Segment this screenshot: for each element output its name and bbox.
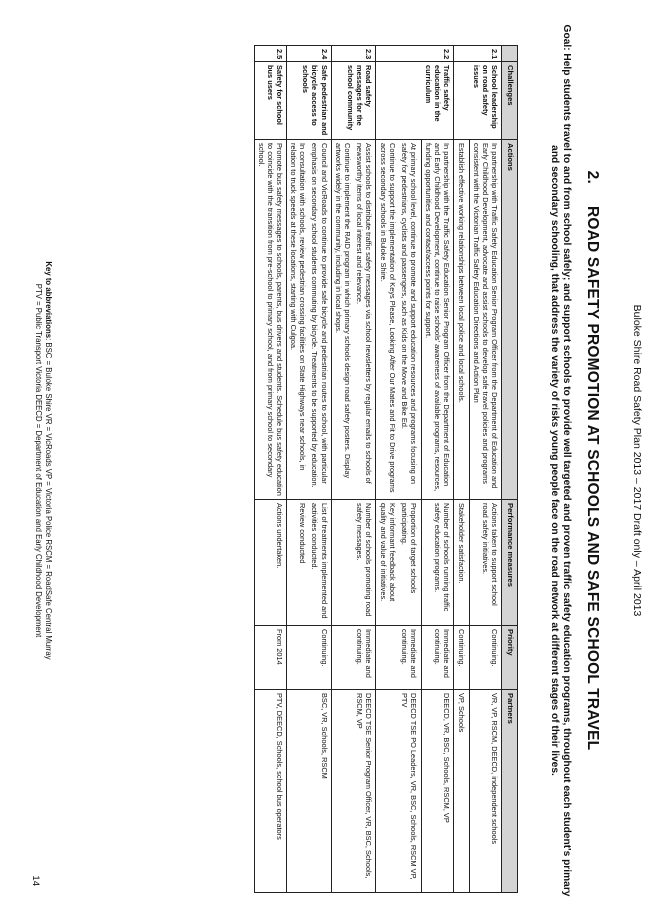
performance-measures-cell [375,500,421,626]
page-number: 14 [30,875,41,886]
table-row [375,46,421,893]
goal-statement: Goal: Help students travel to and from school safely; and support schools to provide well targeted and proven traffic safety education programs, throughout each student's primary and secondary schooling, that address the variety of risks young people face on the road network at different stages of their lives. [548,24,572,897]
action-text: Establish effective working relationships between local police and local schools. [456,143,466,403]
table-row [287,46,331,893]
table-row [421,46,453,893]
key-label: Key to abbreviations [44,261,53,339]
partners-cell: VR, VP, RSCM, DEECD, independent schools [469,690,501,893]
challenge-cell: Road safety messages for the school community [331,62,375,140]
row-number: 2.1 [453,46,501,62]
key-line-1: : BSC = Buloke Shire VR = VicRoads VP = Victoria Police RSCM = RoadSafe Central Murray [44,338,53,660]
row-number: 2.4 [287,46,331,62]
priority-cell: Immediate and continuing. [331,626,375,690]
action-text: At primary school level, continue to promote and support education resources and programs focusing on safety for pedestrians, cyclists and passengers, such as Kids on the Move and Bike Ed. [399,143,418,484]
abbreviations-key [33,60,53,861]
measure-text: List of treatments implemented and activities conducted. [310,503,329,619]
performance-measures-cell [331,500,375,626]
performance-measures-cell [287,500,331,626]
table-row [255,46,287,893]
actions-cell [453,140,469,500]
action-text: In partnership with the Traffic Safety Education Senior Program Officer from the Department of Education and Early Childhood Development, continue to raise schools' awareness of available programs, resources, funding opportunities and contact/access points for support. [423,143,451,492]
header-number [502,46,518,62]
measure-text: Number of schools promoting road safety messages. [354,503,373,617]
partners-cell: DEECD, VR, BSC, Schools, RSCM, VP [421,690,453,893]
section-title [583,60,601,861]
challenge-cell: School leadership on road safety issues [453,62,501,140]
action-text: In partnership with Traffic Safety Education Senior Program Officer from the Department of Education and Early Childhood Development, advocate and assist schools to develop safe travel policies and programs consistent with the Victorian Traffic Safety Education Directions and Action Plan [471,143,499,489]
key-line-2: PTV = Public Transport Victoria DEECD = Department of Education and Early Childhood Development [33,283,43,638]
table-row [331,46,375,893]
table-header-row [502,46,518,893]
performance-measures-cell [469,500,501,626]
header-partners: Partners [502,690,518,893]
performance-measures-cell [421,500,453,626]
header-performance-measures: Performance measures [502,500,518,626]
challenge-cell: Safety for school bus users [255,62,287,140]
partners-cell: DEECD TSE Senior Program Officer, VR, BSC, Schools, RSCM, VP [331,690,375,893]
challenge-cell: Safe pedestrian and bicycle access to schools [287,62,331,140]
header-priority: Priority [502,626,518,690]
measure-text: Actions undertaken. [275,503,285,569]
measure-text: Stakeholder satisfaction. [456,503,466,584]
actions-cell [331,140,375,500]
priority-cell: Immediate and continuing. [421,626,453,690]
row-number: 2.5 [255,46,287,62]
section-title-text: ROAD SAFETY PROMOTION AT SCHOOLS AND SAFE SCHOOL TRAVEL [584,205,601,751]
measure-text: Actions taken to support school road safety initiatives. [480,503,499,606]
document-header: Buloke Shire Road Safety Plan 2013 – 2017 Draft only – April 2013 [631,304,643,617]
table-body [255,46,502,893]
priority-cell: Continuing. [287,626,331,690]
measure-text: Number of schools running traffic safety education programs. [432,503,451,612]
challenge-cell: Traffic safety education in the curriculum [375,62,453,140]
action-text: Continue to implement the RAID program in which primary schools design road safety posters. Display artworks widely in the community, including in local shops. [333,143,352,479]
action-text: Promote bus safety messages to schools, parents, bus drivers and students. Schedule bus safety education to coincide with the transition from pre-school to primary school, and from primary school to secondary school. [257,143,285,496]
actions-cell [255,140,287,500]
actions-cell [375,140,421,500]
row-number: 2.3 [331,46,375,62]
performance-measures-cell [255,500,287,626]
row-number: 2.2 [375,46,453,62]
header-challenges: Challenges [502,62,518,140]
action-table [254,45,518,893]
action-text: In consultation with schools, review pedestrian crossing facilities on State Highways near schools, in relation to truck speeds at these locations, starting with Culgoa. [289,143,308,471]
priority-cell: Immediate and continuing. [375,626,421,690]
section-number: 2. [584,170,601,184]
actions-cell [421,140,453,500]
measure-text: Proportion of target schools participating. [399,503,418,594]
priority-cell: Continuing. [453,626,469,690]
priority-cell: From 2014 [255,626,287,690]
performance-measures-cell [453,500,469,626]
actions-cell [469,140,501,500]
table-row [469,46,501,893]
measure-text: Key informant feedback about quality and value of initiatives. [378,503,397,602]
measure-text: Review conducted [298,503,308,564]
partners-cell: VP, Schools [453,690,469,893]
action-text: Continue to support the implementation of Keys Please, Looking After Our Mates and Fit to Drive programs across secondary schools in Buloke Shire. [378,143,397,493]
table-row [453,46,469,893]
partners-cell: PTV, DEECD, Schools, school bus operators [255,690,287,893]
action-text: Council and VicRoads to continue to provide safe bicycle and pedestrian routes to school, with particular emphasis on secondary school students commuting by bicycle. Treatments to be supported by education. [310,143,329,488]
header-actions: Actions [502,140,518,500]
partners-cell: DEECD TSE PO Leaders, VR, BSC, Schools, RSCM VP, PTV [375,690,421,893]
priority-cell: Continuing. [469,626,501,690]
actions-cell [287,140,331,500]
action-text: Assist schools to distribute traffic safety messages via school newsletters by regular emails to schools of newsworthy items of local interest and relevance. [354,143,373,484]
partners-cell: BSC, VR, Schools, RSCM [287,690,331,893]
